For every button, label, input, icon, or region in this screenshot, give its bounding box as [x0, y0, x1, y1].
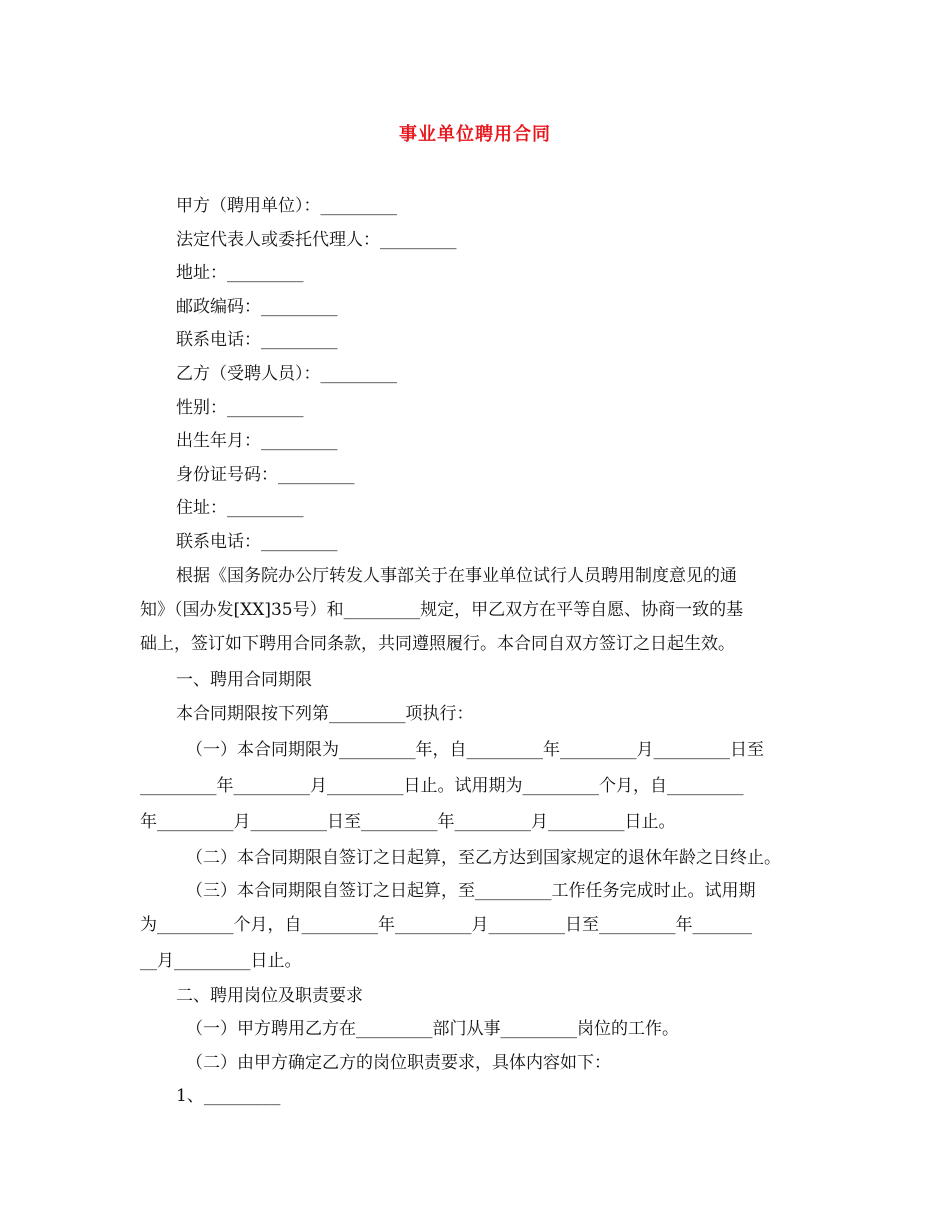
- party-a-field: 甲方（聘用单位）：_________: [176, 196, 397, 216]
- preamble-line-3: 础上，签订如下聘用合同条款，共同遵照履行。本合同自双方签订之日起生效。: [140, 634, 735, 654]
- phone-b-field: 联系电话：_________: [176, 532, 338, 552]
- postal-code-field: 邮政编码：_________: [176, 297, 338, 317]
- term-option-1-line-2: _________年_________月_________日止。试用期为_________个月，自_________: [140, 776, 744, 796]
- address-b-field: 住址：_________: [176, 498, 304, 518]
- term-option-line: 本合同期限按下列第_________项执行：: [176, 704, 474, 724]
- gender-field: 性别：_________: [176, 398, 304, 418]
- term-option-1-line-3: 年_________月_________日至_________年_________月_________日止。: [140, 812, 676, 832]
- section-1-heading: 一、聘用合同期限: [176, 670, 312, 690]
- party-b-field: 乙方（受聘人员）：_________: [176, 364, 397, 384]
- term-option-3-line-3: __月_________日止。: [140, 951, 302, 971]
- position-line-1: （一）甲方聘用乙方在_________部门从事_________岗位的工作。: [186, 1019, 679, 1039]
- preamble-line-2: 知》（国办发[XX]35号）和_________规定，甲乙双方在平等自愿、协商一致的基: [140, 600, 744, 620]
- term-option-3-line-2: 为_________个月，自_________年_________月_________日至_________年_______: [140, 915, 752, 935]
- document-title: 事业单位聘用合同: [399, 124, 551, 145]
- address-a-field: 地址：_________: [176, 263, 304, 283]
- preamble-line-1: 根据《国务院办公厅转发人事部关于在事业单位试行人员聘用制度意见的通: [176, 566, 737, 586]
- term-option-2-line: （二）本合同期限自签订之日起算，至乙方达到国家规定的退休年龄之日终止。: [186, 848, 781, 868]
- duty-item-1: 1、_________: [176, 1086, 281, 1106]
- position-line-2: （二）由甲方确定乙方的岗位职责要求，具体内容如下：: [186, 1053, 611, 1073]
- term-option-3-line-1: （三）本合同期限自签订之日起算，至_________工作任务完成时止。试用期: [186, 881, 756, 901]
- section-2-heading: 二、聘用岗位及职责要求: [176, 986, 363, 1006]
- birth-date-field: 出生年月：_________: [176, 431, 338, 451]
- legal-rep-field: 法定代表人或委托代理人：_________: [176, 230, 457, 250]
- term-option-1-line-1: （一）本合同期限为_________年，自_________年_________月_________日至: [186, 740, 764, 760]
- id-number-field: 身份证号码：_________: [176, 465, 355, 485]
- phone-a-field: 联系电话：_________: [176, 330, 338, 350]
